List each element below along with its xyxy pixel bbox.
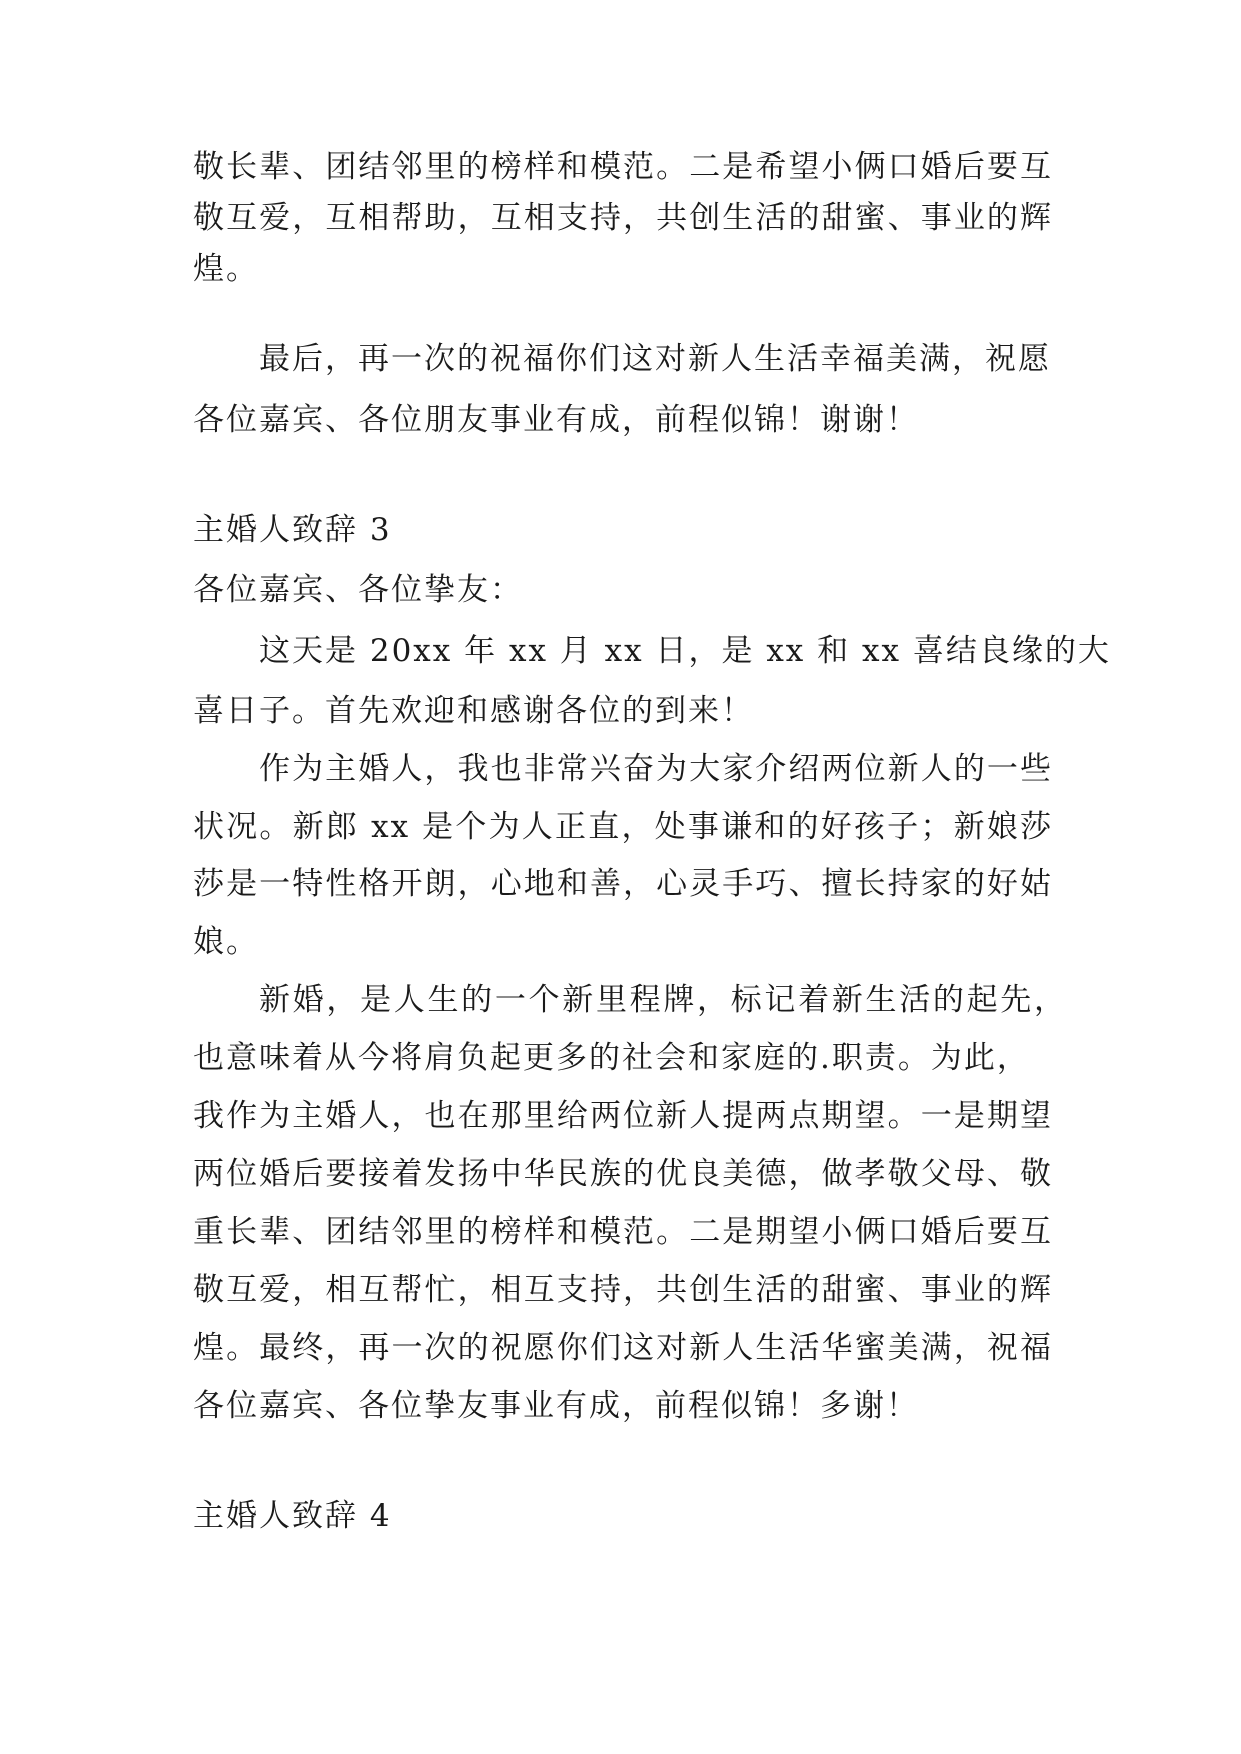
text-line: 煌。最终，再一次的祝愿你们这对新人生活华蜜美满，祝福 [193, 1330, 1053, 1366]
section-heading: 主婚人致辞 4 [193, 1498, 392, 1534]
text-line: 煌。 [193, 251, 259, 287]
text-line: 这天是 20xx 年 xx 月 xx 日，是 xx 和 xx 喜结良缘的大 [259, 633, 1111, 669]
text-line: 也意味着从今将肩负起更多的社会和家庭的.职责。为此， [193, 1040, 1030, 1076]
salutation: 各位嘉宾、各位挚友： [193, 572, 523, 608]
text-line: 新婚，是人生的一个新里程牌，标记着新生活的起先， [259, 982, 1067, 1018]
text-line: 我作为主婚人，也在那里给两位新人提两点期望。一是期望 [193, 1098, 1053, 1134]
text-line: 两位婚后要接着发扬中华民族的优良美德，做孝敬父母、敬 [193, 1156, 1053, 1192]
text-line: 娘。 [193, 924, 259, 960]
text-line: 状况。新郎 xx 是个为人正直，处事谦和的好孩子；新娘莎 [193, 809, 1053, 845]
text-line: 作为主婚人，我也非常兴奋为大家介绍两位新人的一些 [259, 751, 1053, 787]
text-line: 敬长辈、团结邻里的榜样和模范。二是希望小俩口婚后要互 [193, 149, 1053, 185]
text-line: 敬互爱，互相帮助，互相支持，共创生活的甜蜜、事业的辉 [193, 200, 1053, 236]
text-line: 敬互爱，相互帮忙，相互支持，共创生活的甜蜜、事业的辉 [193, 1272, 1053, 1308]
text-line: 最后，再一次的祝福你们这对新人生活幸福美满，祝愿 [259, 341, 1051, 377]
text-line: 各位嘉宾、各位朋友事业有成，前程似锦！谢谢！ [193, 402, 919, 438]
text-line: 重长辈、团结邻里的榜样和模范。二是期望小俩口婚后要互 [193, 1214, 1053, 1250]
text-line: 喜日子。首先欢迎和感谢各位的到来！ [193, 693, 754, 729]
text-line: 各位嘉宾、各位挚友事业有成，前程似锦！多谢！ [193, 1388, 919, 1424]
text-line: 莎是一特性格开朗，心地和善，心灵手巧、擅长持家的好姑 [193, 866, 1053, 902]
section-heading: 主婚人致辞 3 [193, 512, 392, 548]
